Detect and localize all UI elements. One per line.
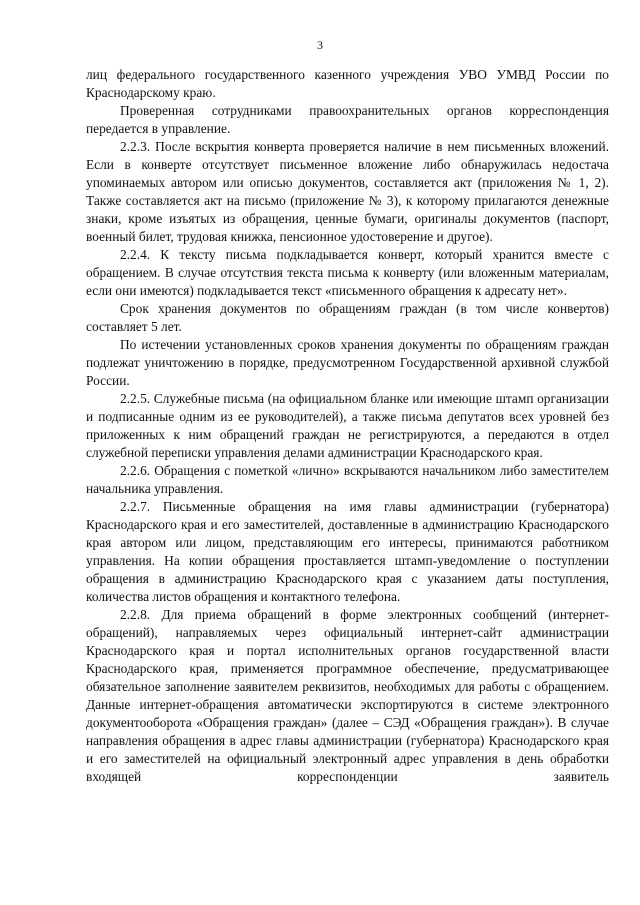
paragraph-2-2-8: 2.2.8. Для приема обращений в форме электронных сообщений (интернет-обращений), направляемых через официальный интернет-сайт администрации Краснодарского края и портал исполнительных органов государственной власти Краснодарского края, применяется программное обеспечение, предусматривающее обязательное заполнение заявителем реквизитов, необходимых для работы с обращением. Данные интернет-обращения автоматически экспортируются в системе электронного документооборота «Обращения граждан» (далее – СЭД «Обращения граждан»). В случае направления обращения в адрес главы администрации (губернатора) Краснодарского края и его заместителей на официальный электронный адрес управления в день обработки входящей корреспонденции заявитель	[86, 607, 609, 784]
paragraph-2-2-4: 2.2.4. К тексту письма подкладывается конверт, который хранится вместе с обращением. В случае отсутствия текста письма к конверту (или вложенным материалам, если они имеются) подкладывается текст «письменного обращения к адресату нет».	[86, 247, 609, 298]
paragraph-2-2-6: 2.2.6. Обращения с пометкой «лично» вскрываются начальником либо заместителем начальника управления.	[86, 463, 609, 496]
paragraph-storage-period: Срок хранения документов по обращениям граждан (в том числе конвертов) составляет 5 лет.	[86, 301, 609, 334]
paragraph-continuation: лиц федерального государственного казенного учреждения УВО УМВД России по Краснодарскому краю.	[86, 67, 609, 100]
paragraph-correspondence-transfer: Проверенная сотрудниками правоохранительных органов корреспонденция передается в управление.	[86, 103, 609, 136]
paragraph-2-2-5: 2.2.5. Служебные письма (на официальном бланке или имеющие штамп организации и подписанные одним из ее руководителей), а также письма депутатов всех уровней без приложенных к ним обращений граждан не регистрируются, а передаются в отдел служебной переписки управления делами администрации Краснодарского края.	[86, 391, 609, 460]
paragraph-destruction: По истечении установленных сроков хранения документы по обращениям граждан подлежат уничтожению в порядке, предусмотренном Государственной архивной службой России.	[86, 337, 609, 388]
paragraph-2-2-7: 2.2.7. Письменные обращения на имя главы администрации (губернатора) Краснодарского края и его заместителей, доставленные в администрацию Краснодарского края автором или лицом, представляющим его интересы, принимаются работником управления. На копии обращения проставляется штамп-уведомление о поступлении обращения в администрацию Краснодарского края с указанием даты поступления, количества листов обращения и контактного телефона.	[86, 499, 609, 604]
page-number: 3	[317, 38, 323, 52]
paragraph-2-2-3: 2.2.3. После вскрытия конверта проверяется наличие в нем письменных вложений. Если в конверте отсутствует письменное вложение либо обнаружилась недостача упоминаемых автором или описью документов, составляется акт (приложения № 1, 2). Также составляется акт на письмо (приложение № 3), к которому прилагаются денежные знаки, кроме изъятых из обращения, ценные бумаги, оригиналы документов (паспорт, военный билет, трудовая книжка, пенсионное удостоверение и другое).	[86, 139, 609, 244]
document-body	[86, 66, 609, 786]
